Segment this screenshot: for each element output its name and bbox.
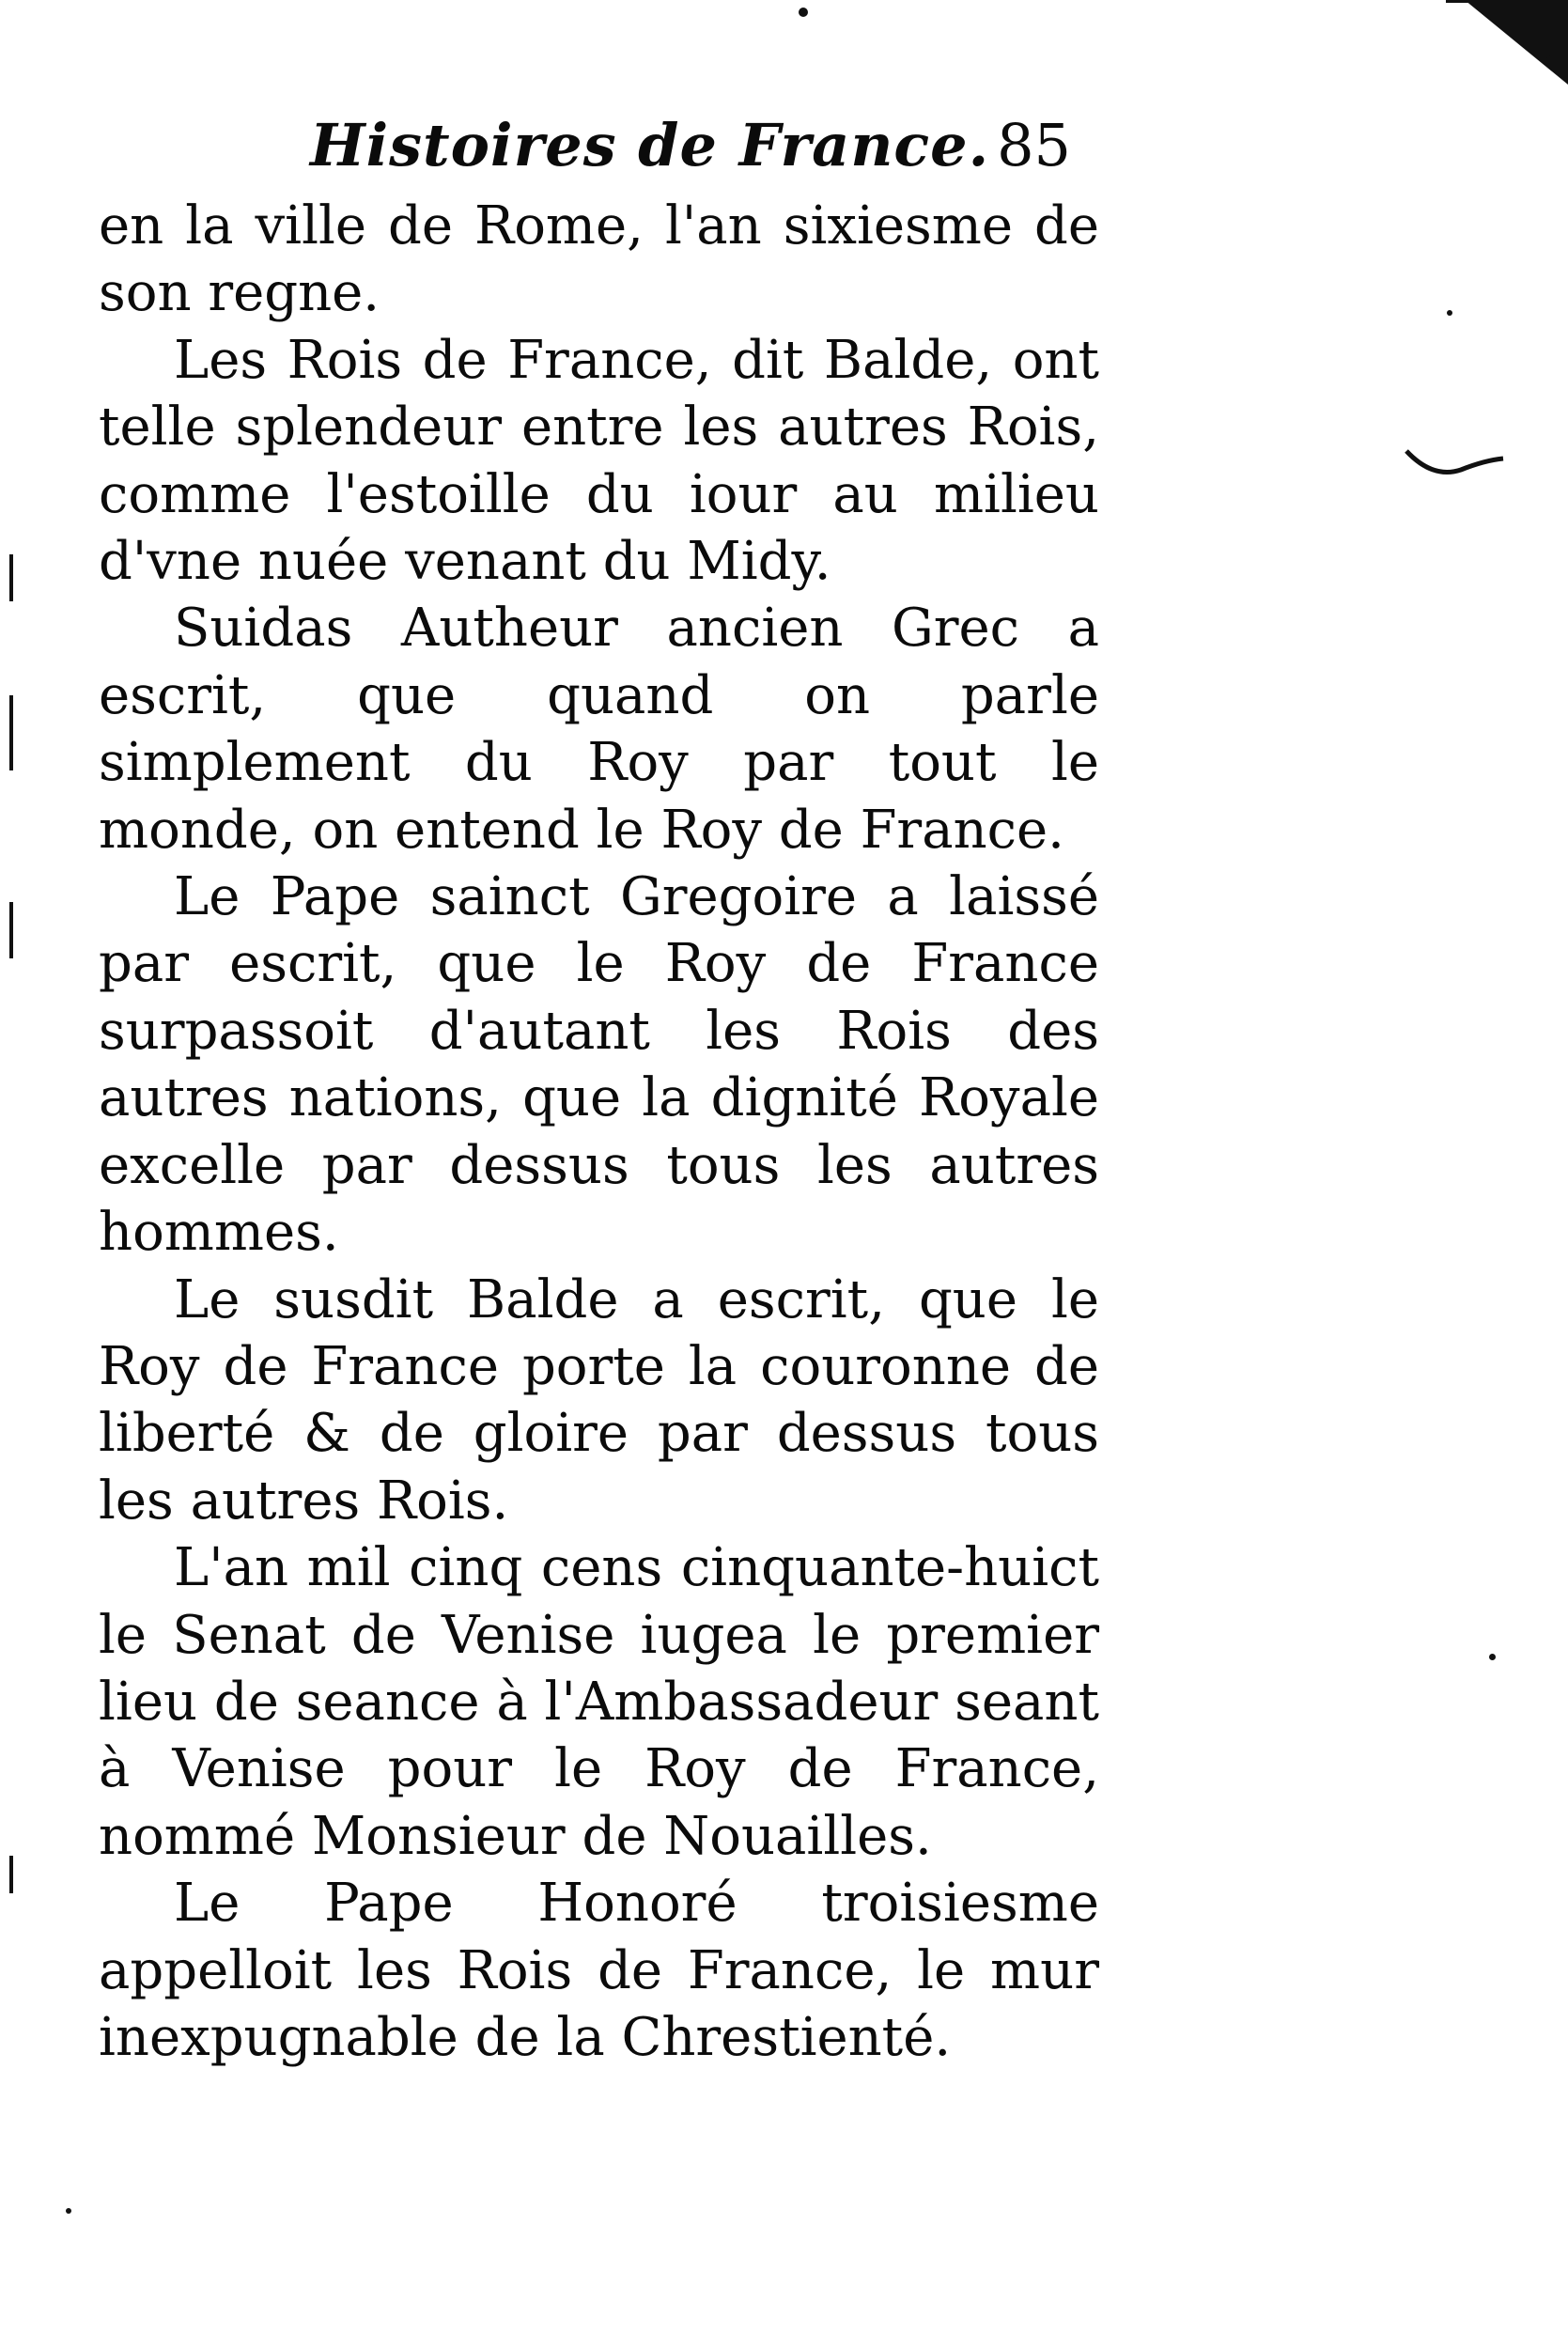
page-number: 85 xyxy=(997,111,1071,179)
paragraph: Le susdit Balde a escrit, que le Roy de France porte la couronne de liberté & de gloire par dessus tous les autres Rois. xyxy=(99,1268,1099,1532)
page-corner-fold-mark xyxy=(1446,0,1568,103)
left-margin-mark xyxy=(9,554,13,601)
left-margin-mark xyxy=(9,1856,13,1893)
body-text xyxy=(99,193,1099,2071)
running-head xyxy=(310,111,1071,186)
running-title: Histoires de France. xyxy=(310,111,990,179)
left-margin-mark xyxy=(9,902,13,958)
paragraph: Le Pape Honoré troisiesme appelloit les Rois de France, le mur inexpugnable de la Chrestienté. xyxy=(99,1873,1099,2068)
paragraph: Le Pape sainct Gregoire a laissé par escrit, que le Roy de France surpassoit d'autant les Rois des autres nations, que la dignité Royale excelle par dessus tous les autres hommes. xyxy=(99,866,1099,1264)
ink-speck xyxy=(66,2208,71,2214)
ink-speck xyxy=(1447,310,1452,316)
margin-squiggle-mark xyxy=(1405,442,1508,489)
ink-speck xyxy=(799,8,808,17)
paragraph: en la ville de Rome, l'an sixiesme de son regne. xyxy=(99,195,1099,324)
paragraph: Suidas Autheur ancien Grec a escrit, que quand on parle simplement du Roy par tout le monde, on entend le Roy de France. xyxy=(99,598,1099,861)
left-margin-mark xyxy=(9,695,13,770)
paragraph: L'an mil cinq cens cinquante-huict le Senat de Venise iugea le premier lieu de seance à l'Ambassadeur seant à Venise pour le Roy de France, nommé Monsieur de Nouailles. xyxy=(99,1537,1099,1867)
ink-speck xyxy=(1489,1654,1496,1660)
paragraph: Les Rois de France, dit Balde, ont telle splendeur entre les autres Rois, comme l'estoille du iour au milieu d'vne nuée venant du Midy. xyxy=(99,329,1099,593)
